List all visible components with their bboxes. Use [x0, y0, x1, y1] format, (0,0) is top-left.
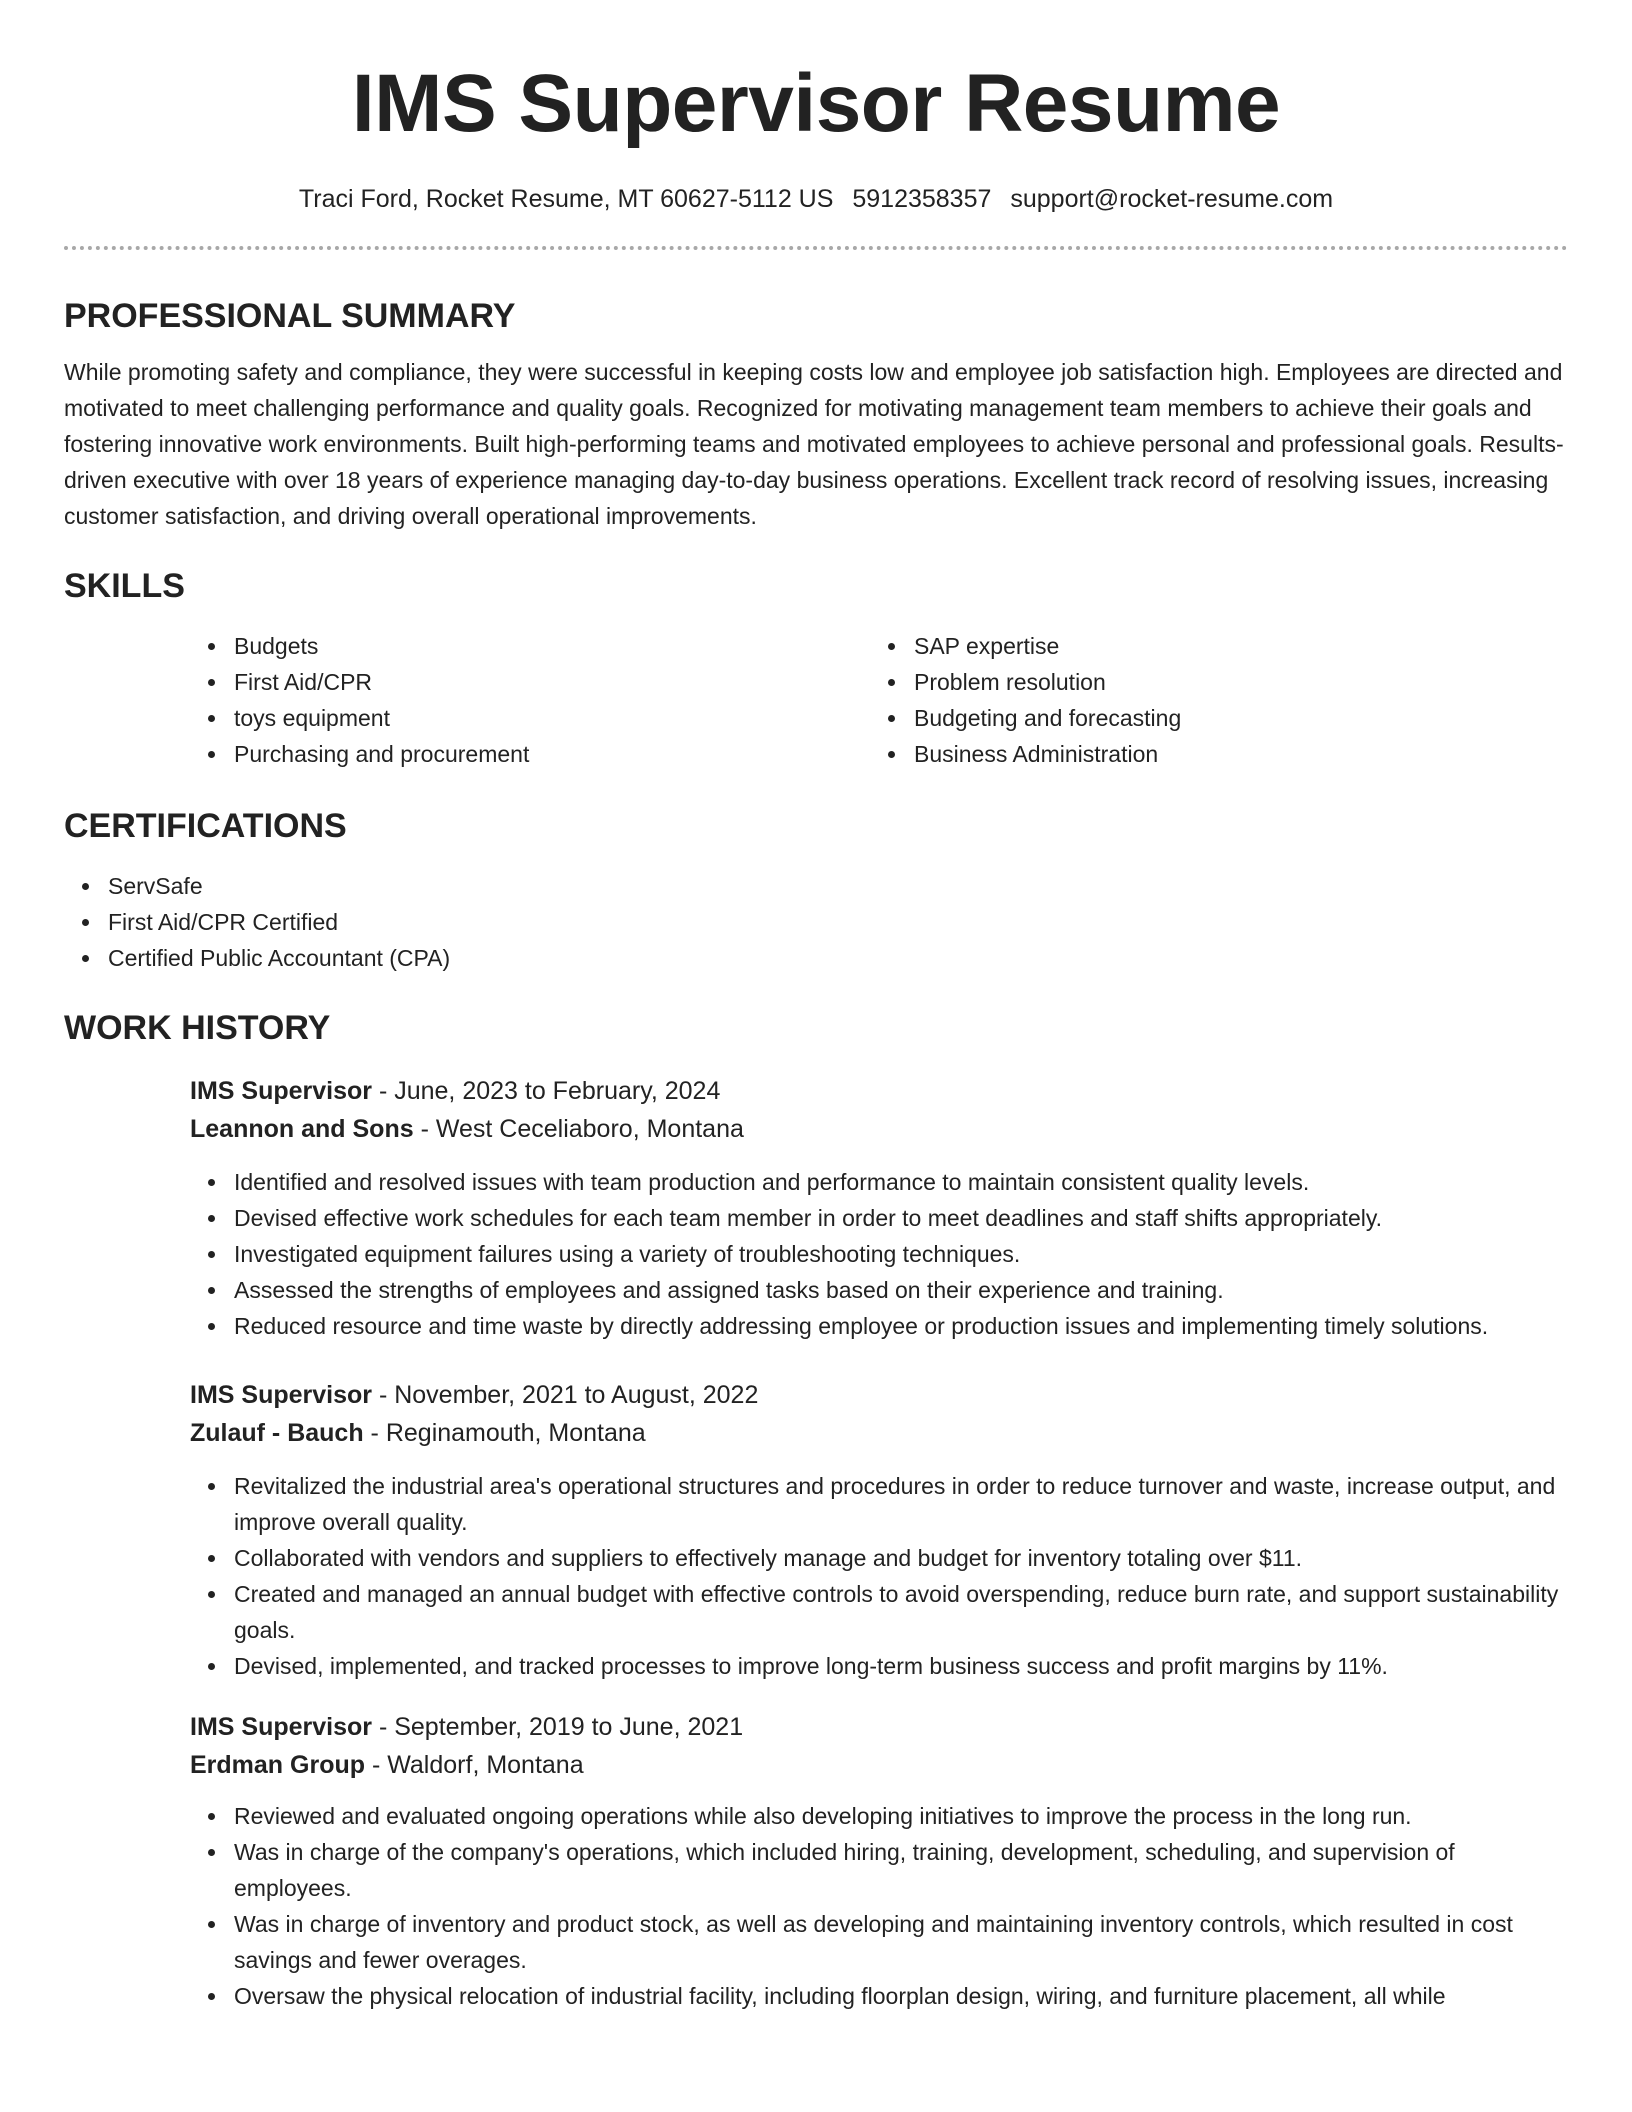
job-bullets — [190, 1798, 1568, 2014]
skills-list-right — [870, 628, 1550, 772]
job-entry — [190, 1376, 1568, 1684]
list-item: Assessed the strengths of employees and assigned tasks based on their experience and training. — [234, 1272, 1568, 1308]
job-company: Erdman Group — [190, 1751, 366, 1779]
header-divider — [64, 246, 1568, 250]
list-item: Was in charge of the company's operations, which included hiring, training, development, scheduling, and supervision of employees. — [234, 1834, 1568, 1906]
job-role: IMS Supervisor — [190, 1713, 372, 1741]
contact-line — [64, 184, 1568, 214]
contact-email: support@rocket-resume.com — [1010, 185, 1334, 213]
list-item: Reviewed and evaluated ongoing operations while also developing initiatives to improve the process in the long run. — [234, 1798, 1568, 1834]
list-item: Reduced resource and time waste by directly addressing employee or production issues and implementing timely solutions. — [234, 1308, 1568, 1344]
skills-list-left — [190, 628, 870, 772]
list-item: Purchasing and procurement — [234, 736, 870, 772]
list-item: Budgets — [234, 628, 870, 664]
skills-grid — [190, 628, 1568, 772]
list-item: ServSafe — [108, 868, 1568, 904]
list-item: Devised, implemented, and tracked processes to improve long-term business success and profit margins by 11%. — [234, 1648, 1568, 1684]
job-dates: - November, 2021 to August, 2022 — [372, 1381, 759, 1409]
contact-address: Traci Ford, Rocket Resume, MT 60627-5112 US — [298, 185, 834, 213]
contact-phone: 5912358357 — [852, 185, 992, 213]
list-item: toys equipment — [234, 700, 870, 736]
list-item: Was in charge of inventory and product stock, as well as developing and maintaining inventory controls, which resulted in cost savings and fewer overages. — [234, 1906, 1568, 1978]
job-company: Leannon and Sons — [190, 1115, 414, 1143]
job-company: Zulauf - Bauch — [190, 1419, 364, 1447]
job-title-line — [190, 1708, 1568, 1746]
certifications-list — [64, 868, 1568, 976]
job-company-line — [190, 1746, 1568, 1784]
list-item: Certified Public Accountant (CPA) — [108, 940, 1568, 976]
job-entry — [190, 1072, 1568, 1344]
list-item: First Aid/CPR — [234, 664, 870, 700]
job-dates: - June, 2023 to February, 2024 — [372, 1077, 721, 1105]
list-item: Revitalized the industrial area's operational structures and procedures in order to reduce turnover and waste, increase output, and improve overall quality. — [234, 1468, 1568, 1540]
list-item: Oversaw the physical relocation of industrial facility, including floorplan design, wiring, and furniture placement, all while — [234, 1978, 1568, 2014]
skills-section — [64, 566, 1568, 772]
resume-page — [64, 0, 1568, 2014]
job-role: IMS Supervisor — [190, 1381, 372, 1409]
work-history-section — [64, 1008, 1568, 2014]
list-item: Budgeting and forecasting — [914, 700, 1550, 736]
job-company-line — [190, 1110, 1568, 1148]
list-item: Collaborated with vendors and suppliers to effectively manage and budget for inventory totaling over $11. — [234, 1540, 1568, 1576]
summary-heading: PROFESSIONAL SUMMARY — [64, 297, 516, 335]
list-item: Devised effective work schedules for each team member in order to meet deadlines and staff shifts appropriately. — [234, 1200, 1568, 1236]
summary-section — [64, 296, 1568, 534]
certifications-heading: CERTIFICATIONS — [64, 807, 347, 845]
job-company-line — [190, 1414, 1568, 1452]
list-item: First Aid/CPR Certified — [108, 904, 1568, 940]
list-item: Identified and resolved issues with team production and performance to maintain consistent quality levels. — [234, 1164, 1568, 1200]
job-bullets — [190, 1468, 1568, 1684]
job-title-line — [190, 1072, 1568, 1110]
summary-text: While promoting safety and compliance, they were successful in keeping costs low and employee job satisfaction high. Employees are directed and motivated to meet challenging performance and quality goals. Recognized for motivating management team members to achieve their goals and fostering innovative work environments. Built high-performing teams and motivated employees to achieve personal and professional goals. Results-driven executive with over 18 years of experience managing day-to-day business operations. Excellent track record of resolving issues, increasing customer satisfaction, and driving overall operational improvements. — [64, 359, 1564, 529]
job-location: - West Ceceliaboro, Montana — [413, 1115, 744, 1143]
job-entry — [190, 1708, 1568, 2014]
skills-column-left — [190, 628, 870, 772]
job-bullets — [190, 1164, 1568, 1344]
list-item: SAP expertise — [914, 628, 1550, 664]
job-dates: - September, 2019 to June, 2021 — [372, 1713, 744, 1741]
skills-column-right — [870, 628, 1550, 772]
list-item: Investigated equipment failures using a variety of troubleshooting techniques. — [234, 1236, 1568, 1272]
job-location: - Waldorf, Montana — [365, 1751, 584, 1779]
list-item: Business Administration — [914, 736, 1550, 772]
job-location: - Reginamouth, Montana — [363, 1419, 646, 1447]
page-title: IMS Supervisor Resume — [351, 58, 1281, 149]
certifications-section — [64, 806, 1568, 976]
list-item: Created and managed an annual budget with effective controls to avoid overspending, reduce burn rate, and support sustainability goals. — [234, 1576, 1568, 1648]
job-title-line — [190, 1376, 1568, 1414]
list-item: Problem resolution — [914, 664, 1550, 700]
job-role: IMS Supervisor — [190, 1077, 372, 1105]
work-history-heading: WORK HISTORY — [64, 1009, 331, 1047]
skills-heading: SKILLS — [64, 567, 185, 605]
